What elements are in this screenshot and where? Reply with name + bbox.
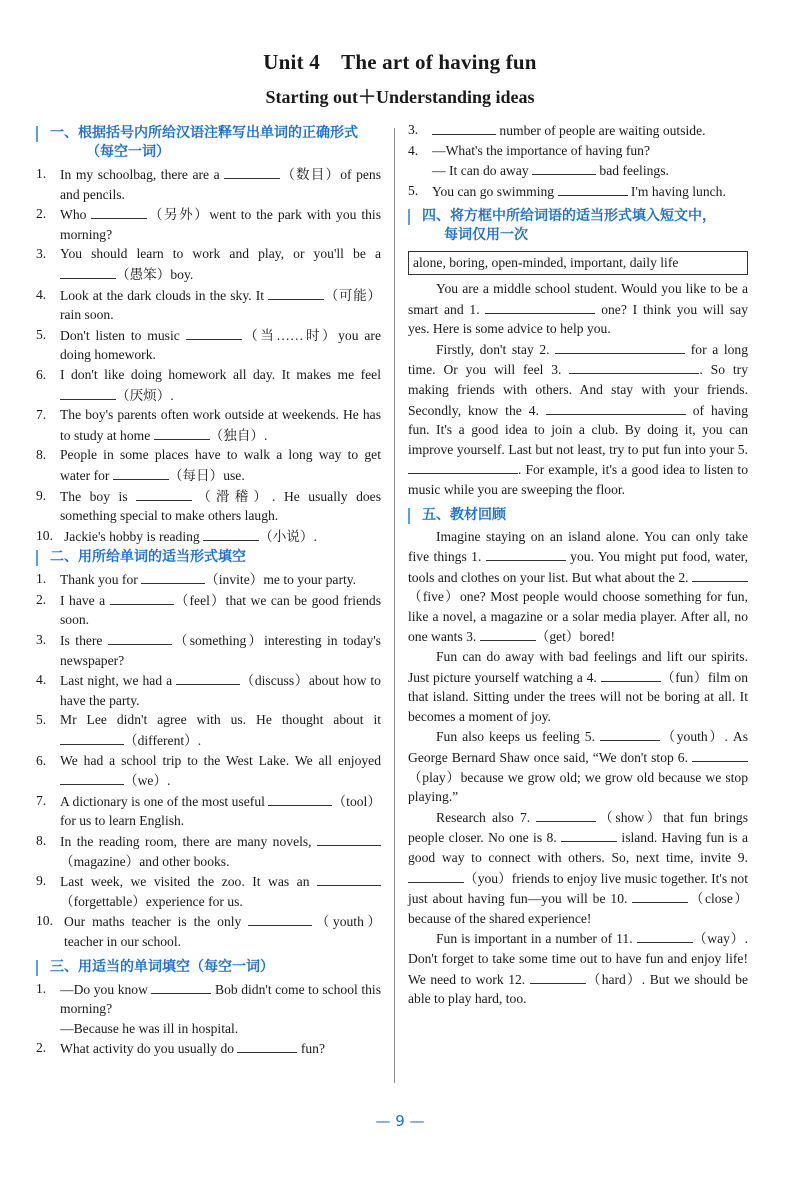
answer-blank[interactable] — [637, 928, 693, 943]
section-marker-icon — [36, 550, 46, 566]
item-number: 7. — [36, 407, 47, 423]
item-number: 1. — [36, 166, 47, 181]
list-item — [36, 670, 381, 710]
answer-blank[interactable] — [558, 181, 628, 196]
item-text: （we）. — [124, 773, 171, 789]
item-number: 5. — [36, 326, 47, 342]
answer-blank[interactable] — [408, 868, 464, 883]
passage-paragraph: Fun is important in a number of 11. （way）. Don't forget to take some time out to have fun and enjoy life! We need to work 12. （hard）. But we should be able to play hard, too. — [408, 928, 748, 1008]
answer-blank[interactable] — [432, 120, 496, 135]
item-text: The boy's parents often work outside at weekends. He has to study at home — [60, 407, 381, 443]
answer-blank[interactable] — [248, 911, 312, 926]
item-text: Look at the dark clouds in the sky. It — [60, 287, 269, 303]
column-divider — [394, 128, 395, 1083]
passage-paragraph: Fun can do away with bad feelings and lift our spirits. Just picture yourself watching a 4. （fun）film on that island. Sitting under the trees will not be boring at all. It becomes a moment of joy. — [408, 649, 748, 724]
item-number: 10. — [36, 913, 53, 929]
item-text: I have a — [60, 592, 110, 608]
answer-blank[interactable] — [530, 969, 586, 984]
answer-blank[interactable] — [108, 630, 172, 645]
item-text: （小说）. — [259, 528, 317, 544]
list-item: 3. number of people are waiting outside. — [408, 122, 706, 138]
item-text: （different）. — [124, 733, 202, 749]
answer-blank[interactable] — [237, 1038, 297, 1053]
item-text: （feel）that we can be good friends soon. — [60, 592, 382, 628]
item-text: （discuss）about how to have the party. — [60, 673, 381, 708]
section-1-heading: 一、根据括号内所给汉语注释写出单词的正确形式 （每空一词） — [36, 124, 381, 162]
answer-blank[interactable] — [60, 730, 124, 745]
list-item — [36, 365, 381, 405]
answer-blank[interactable] — [546, 400, 686, 415]
list-item — [36, 590, 381, 630]
item-number: 1. — [36, 571, 47, 587]
answer-blank[interactable] — [186, 325, 242, 340]
list-item: 5. You can go swimming I'm having lunch. — [408, 182, 726, 199]
item-text: Thank you for — [60, 572, 142, 588]
list-item — [36, 244, 381, 284]
section-3-heading: 三、用适当的单词填空（每空一词） — [36, 958, 381, 977]
item-text: The boy is — [60, 488, 137, 504]
list-item: 2. What activity do you usually do fun? — [36, 1040, 326, 1057]
item-text: （数目）of pens and pencils. — [60, 167, 381, 202]
unit-title: Unit 4 The art of having fun — [263, 50, 537, 74]
section-4-heading: 四、将方框中所给词语的适当形式填入短文中， 每词仅用一次 — [408, 207, 748, 245]
answer-blank[interactable] — [692, 567, 748, 582]
item-text: Jackie's hobby is reading — [64, 528, 204, 544]
answer-blank[interactable] — [408, 459, 518, 474]
list-item — [36, 911, 381, 951]
list-item — [36, 831, 381, 871]
passage-paragraph: Imagine staying on an island alone. You can only take five things 1. you. You might put food, water, tools and clothes on your list. But what about the 2. （five）one? Most people would choose something for fun, like a novel, a magazine or a solar media player. After all, no one wants 3. （get）bored! — [408, 528, 748, 645]
answer-blank[interactable] — [317, 871, 381, 886]
item-text: You should learn to work and play, or you'll be a — [60, 246, 381, 262]
item-number: 2. — [36, 206, 47, 222]
section-marker-icon — [36, 960, 46, 976]
item-text: In my schoolbag, there are a — [60, 167, 225, 182]
item-number: 9. — [36, 487, 47, 503]
item-number: 4. — [36, 286, 47, 302]
section-5-heading: 五、教材回顾 — [408, 506, 748, 525]
list-item — [36, 710, 381, 750]
answer-blank[interactable] — [60, 264, 116, 279]
answer-blank[interactable] — [532, 160, 596, 175]
section-marker-icon — [36, 126, 46, 142]
item-text: （另外）went to the park with you this morning? — [60, 207, 381, 242]
list-item — [36, 486, 381, 526]
section-marker-icon — [408, 508, 418, 524]
section-2-list — [36, 569, 381, 951]
item-text: We had a school trip to the West Lake. We all enjoyed — [60, 752, 381, 768]
item-text: （forgettable）experience for us. — [60, 893, 243, 909]
item-text: Last night, we had a — [60, 673, 177, 689]
item-number: 9. — [36, 873, 47, 889]
item-number: 6. — [36, 752, 47, 768]
answer-blank[interactable] — [632, 888, 688, 903]
item-text: （厌烦）. — [116, 387, 174, 403]
list-item: 1. —Do you know Bob didn't come to school this morning? —Because he was ill in hospital. — [36, 980, 381, 1036]
item-text: Who — [60, 207, 92, 223]
item-text: Don't listen to music — [60, 327, 186, 343]
list-item — [36, 325, 381, 365]
left-column — [36, 120, 381, 1059]
section-2-heading: 二、用所给单词的适当形式填空 — [36, 548, 381, 567]
item-number: 5. — [36, 712, 47, 728]
list-item — [36, 405, 381, 445]
item-text: （something）interesting in today's newspaper? — [60, 633, 381, 668]
lesson-subtitle: Starting out＋Understanding ideas — [265, 87, 535, 107]
item-text: In the reading room, there are many novels, — [60, 834, 317, 849]
answer-blank[interactable] — [486, 546, 566, 561]
passage-paragraph: You are a middle school student. Would you like to be a smart and 1. one? I think you will say yes. Here is some advice to help you. — [408, 280, 748, 337]
answer-blank[interactable] — [176, 670, 240, 685]
item-number: 8. — [36, 447, 47, 463]
answer-blank[interactable] — [60, 770, 124, 785]
answer-blank[interactable] — [203, 526, 259, 541]
item-text: Last week, we visited the zoo. It was an — [60, 874, 317, 890]
answer-blank[interactable] — [536, 807, 596, 822]
word-box: alone, boring, open-minded, important, daily life — [408, 251, 748, 275]
answer-blank[interactable] — [561, 827, 617, 842]
passage-paragraph: Firstly, don't stay 2. for a long time. Or you will feel 3. . So try making friends with others. And stay with your friends. Secondly, know the 4. of having fun. It's a good idea to join a club. By doing it, you can improve yourself. Last but not least, try to put fun into your 5. . For example, it's a good idea to listen to music while you are sweeping the floor. — [408, 339, 748, 500]
item-number: 3. — [36, 632, 47, 648]
section-1-list — [36, 164, 381, 546]
item-text: （youth）teacher in our school. — [64, 914, 381, 949]
item-number: 8. — [36, 833, 47, 848]
answer-blank[interactable] — [136, 486, 192, 501]
section-marker-icon — [408, 209, 418, 225]
answer-blank[interactable] — [113, 465, 169, 480]
answer-blank[interactable] — [600, 726, 660, 741]
item-text: Our maths teacher is the only — [64, 914, 249, 930]
answer-blank[interactable] — [60, 385, 116, 400]
item-text: （当……时）you are doing homework. — [60, 327, 381, 363]
list-item — [36, 526, 381, 547]
list-item — [36, 204, 381, 244]
answer-blank[interactable] — [141, 569, 205, 584]
item-text: （滑稽）. He usually does something special to make others laugh. — [60, 488, 381, 524]
answer-blank[interactable] — [268, 791, 332, 806]
item-text: （可能）rain soon. — [60, 287, 382, 323]
item-text: （独自）. — [209, 427, 268, 443]
answer-blank[interactable] — [151, 979, 211, 994]
item-text: （愚笨）boy. — [116, 266, 194, 282]
answer-blank[interactable] — [268, 285, 324, 300]
item-number: 10. — [36, 527, 53, 543]
right-column — [408, 120, 748, 1009]
answer-blank[interactable] — [154, 425, 210, 440]
list-item — [36, 445, 381, 485]
item-number: 6. — [36, 366, 47, 382]
item-text: People in some places have to walk a long way to get water for — [60, 447, 381, 483]
item-number: 4. — [36, 672, 47, 688]
answer-blank[interactable] — [569, 359, 699, 374]
list-item — [36, 751, 381, 791]
list-item — [36, 630, 381, 670]
item-text: I don't like doing homework all day. It makes me feel — [60, 366, 381, 382]
answer-blank[interactable] — [601, 667, 661, 682]
list-item — [36, 285, 381, 325]
answer-blank[interactable] — [224, 164, 280, 179]
item-text: Mr Lee didn't agree with us. He thought about it — [60, 712, 381, 728]
list-item — [36, 164, 381, 204]
answer-blank[interactable] — [317, 831, 381, 846]
item-text: A dictionary is one of the most useful — [60, 793, 269, 809]
answer-blank[interactable] — [555, 339, 685, 354]
item-text: （magazine）and other books. — [60, 853, 230, 869]
page-number: — 9 — — [375, 1112, 425, 1130]
list-item — [36, 791, 381, 831]
list-item — [36, 569, 381, 590]
answer-blank[interactable] — [110, 590, 174, 605]
answer-blank[interactable] — [480, 626, 536, 641]
answer-blank[interactable] — [485, 299, 595, 314]
answer-blank[interactable] — [91, 204, 147, 219]
item-text: Is there — [60, 633, 108, 649]
list-item — [36, 871, 381, 911]
item-number: 3. — [36, 246, 47, 262]
list-item: 4. —What's the importance of having fun? — It can do away bad feelings. — [408, 142, 669, 179]
item-text: （invite）me to your party. — [205, 572, 357, 588]
item-number: 7. — [36, 792, 47, 808]
passage-paragraph: Research also 7. （show）that fun brings people closer. No one is 8. island. Having fun is a good way to connect with others. So, next time, invite 9. （you）friends to enjoy live music together. It's not just about having fun—you will be 10. （close）because of the shared experience! — [408, 807, 748, 929]
item-text: （tool）for us to learn English. — [60, 793, 381, 829]
item-number: 2. — [36, 591, 47, 607]
answer-blank[interactable] — [692, 747, 748, 762]
item-text: （每日）use. — [168, 467, 245, 483]
passage-paragraph: Fun also keeps us feeling 5. （youth）. As George Bernard Shaw once said, “We don't stop 6. （play）because we grow old; we grow old because we stop playing.” — [408, 726, 748, 806]
